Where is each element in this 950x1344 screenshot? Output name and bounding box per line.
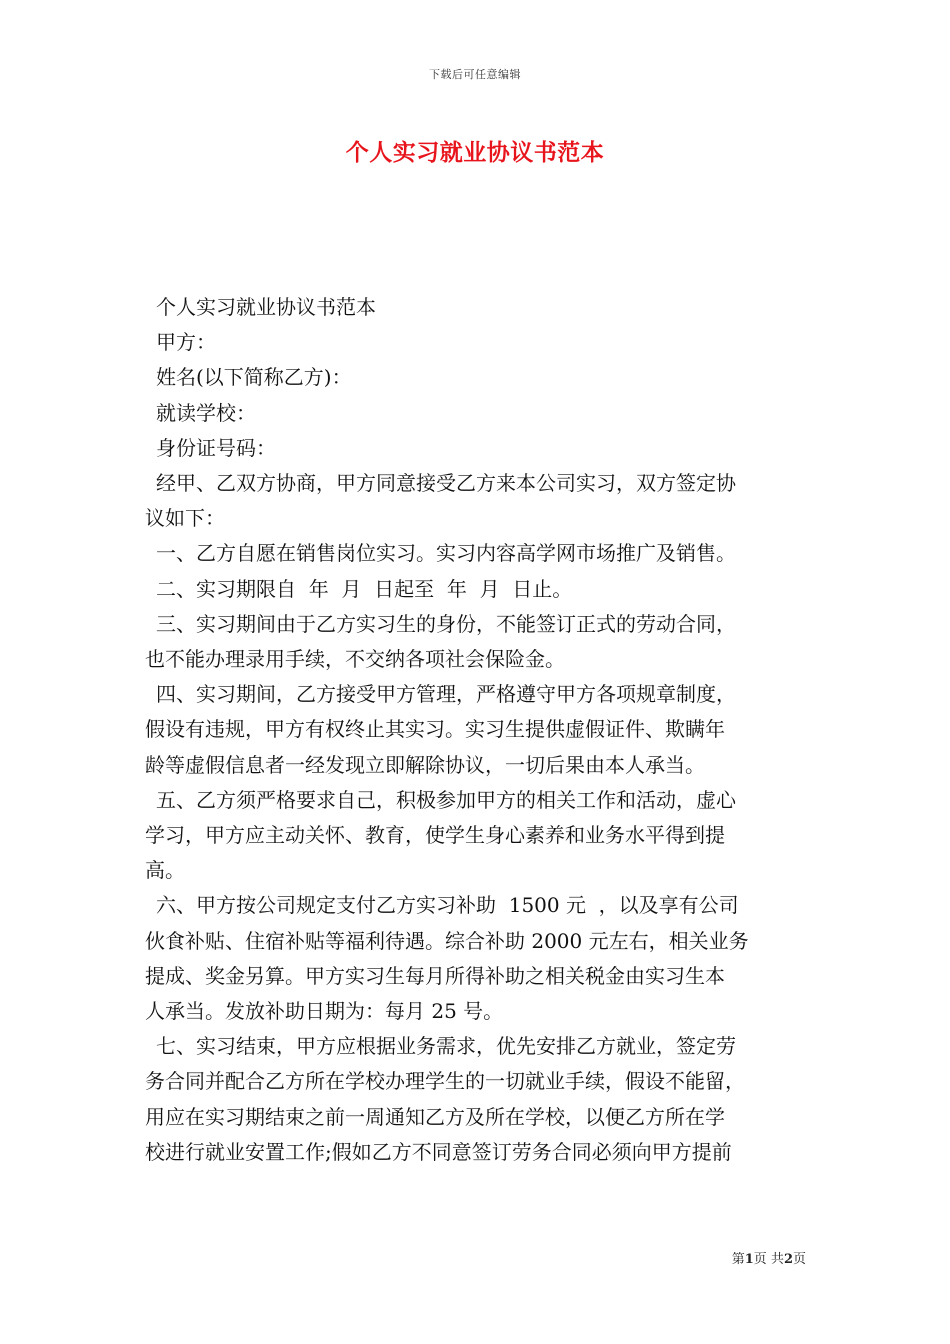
document-body xyxy=(145,290,813,1170)
paragraph-line: 人承当。发放补助日期为：每月 25 号。 xyxy=(145,999,504,1024)
paragraph-line: 学习，甲方应主动关怀、教育，使学生身心素养和业务水平得到提 xyxy=(145,823,725,848)
paragraph-line: 身份证号码： xyxy=(156,435,276,460)
paragraph xyxy=(145,783,813,889)
paragraph-line: 提成、奖金另算。甲方实习生每月所得补助之相关税金由实习生本 xyxy=(145,963,725,988)
page-middle: 页 共 xyxy=(753,1252,784,1267)
paragraph xyxy=(145,1029,813,1170)
document-title: 个人实习就业协议书范本 xyxy=(345,139,605,166)
paragraph xyxy=(145,360,813,395)
current-page: 1 xyxy=(744,1252,754,1267)
paragraph-line: 龄等虚假信息者一经发现立即解除协议，一切后果由本人承当。 xyxy=(145,752,705,777)
paragraph-line: 校进行就业安置工作;假如乙方不同意签订劳务合同必须向甲方提前 xyxy=(145,1139,732,1164)
paragraph-line: 七、实习结束，甲方应根据业务需求，优先安排乙方就业，签定劳 xyxy=(156,1034,736,1059)
paragraph-line: 用应在实习期结束之前一周通知乙方及所在学校，以便乙方所在学 xyxy=(145,1104,725,1129)
paragraph-line: 甲方： xyxy=(156,330,216,355)
paragraph-line: 也不能办理录用手续，不交纳各项社会保险金。 xyxy=(145,647,565,672)
paragraph-line: 二、实习期限自 年 月 日起至 年 月 日止。 xyxy=(156,576,573,601)
paragraph-line: 议如下： xyxy=(145,506,225,531)
header-note: 下载后可任意编辑 xyxy=(429,68,521,81)
paragraph-line: 就读学校： xyxy=(156,400,256,425)
paragraph xyxy=(145,325,813,360)
paragraph xyxy=(145,536,813,571)
paragraph xyxy=(145,396,813,431)
paragraph xyxy=(145,677,813,783)
paragraph-line: 六、甲方按公司规定支付乙方实习补助 1500 元 ，以及享有公司 xyxy=(156,893,739,918)
page-prefix: 第 xyxy=(731,1252,745,1267)
page-number xyxy=(732,1248,806,1267)
paragraph-line: 姓名(以下简称乙方)： xyxy=(156,365,352,390)
paragraph-line: 个人实习就业协议书范本 xyxy=(156,295,376,319)
total-pages: 2 xyxy=(783,1252,793,1267)
paragraph-line: 经甲、乙双方协商，甲方同意接受乙方来本公司实习，双方签定协 xyxy=(156,471,736,496)
paragraph-line: 五、乙方须严格要求自己，积极参加甲方的相关工作和活动，虚心 xyxy=(156,787,736,812)
paragraph xyxy=(145,290,813,325)
paragraph xyxy=(145,572,813,607)
paragraph xyxy=(145,888,813,1029)
paragraph-line: 高。 xyxy=(145,858,185,883)
paragraph xyxy=(145,607,813,677)
paragraph-line: 三、实习期间由于乙方实习生的身份，不能签订正式的劳动合同， xyxy=(156,611,736,636)
paragraph-line: 假设有违规，甲方有权终止其实习。实习生提供虚假证件、欺瞒年 xyxy=(145,717,725,742)
paragraph-line: 伙食补贴、住宿补贴等福利待遇。综合补助 2000 元左右，相关业务 xyxy=(145,928,749,953)
paragraph xyxy=(145,466,813,536)
paragraph-line: 务合同并配合乙方所在学校办理学生的一切就业手续，假设不能留， xyxy=(145,1069,745,1094)
paragraph-line: 四、实习期间，乙方接受甲方管理，严格遵守甲方各项规章制度， xyxy=(156,682,736,707)
paragraph xyxy=(145,431,813,466)
paragraph-line: 一、乙方自愿在销售岗位实习。实习内容高学网市场推广及销售。 xyxy=(156,541,736,566)
page-suffix: 页 xyxy=(792,1252,806,1267)
